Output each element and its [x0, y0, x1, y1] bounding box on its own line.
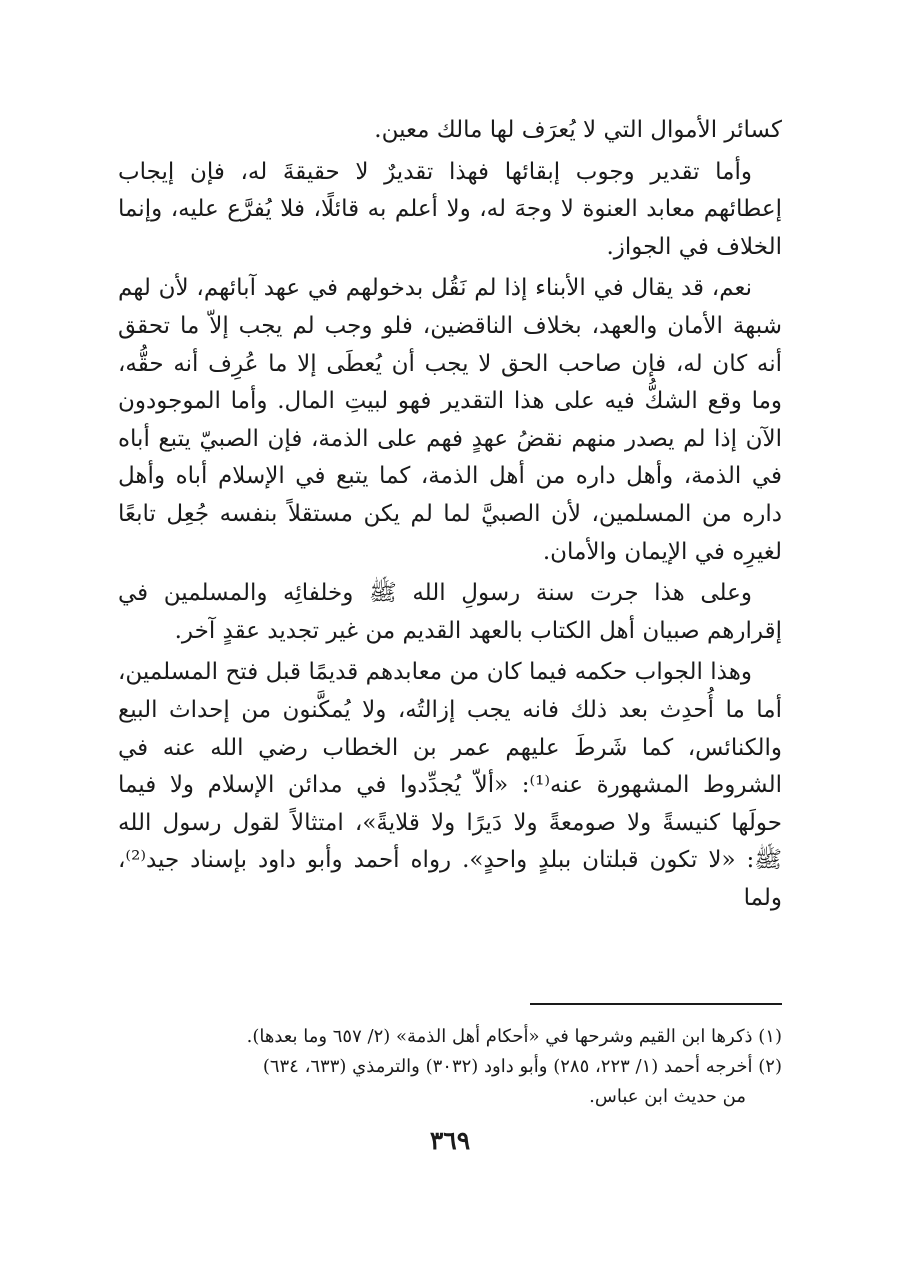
footnote-2-continuation: من حديث ابن عباس. — [589, 1086, 746, 1107]
footnote-separator — [530, 1003, 782, 1005]
footnote-2: (٢) أخرجه أحمد (١/ ٢٢٣، ٢٨٥) وأبو داود (٣٠٣٢) والترمذي (٦٣٣، ٦٣٤) — [262, 1056, 782, 1077]
page-number: ٣٦٩ — [429, 1126, 471, 1155]
footnote-1: (١) ذكرها ابن القيم وشرحها في «أحكام أهل الذمة» (٢/ ٦٥٧ وما بعدها). — [246, 1026, 782, 1047]
paragraph-1: كسائر الأموال التي لا يُعرَف لها مالك معين. — [374, 117, 782, 143]
paragraph-5: وهذا الجواب حكمه فيما كان من معابدهم قديمًا قبل فتح المسلمين، أما ما أُحدِث بعد ذلك فانه يجب إزالتُه، ولا يُمكَّنون من إحداث البيع والكنائس، كما شَرطَ عليهم عمر بن الخطاب رضي الله عنه في الشروط المشهورة عنه⁽¹⁾: «ألاّ يُجدِّدوا في مدائن الإسلام ولا فيما حولَها كنيسةً ولا صومعةً ولا دَيرًا ولا قلايةً»، امتثالاً لقول رسول الله ﷺ: «لا تكون قبلتان ببلدٍ واحدٍ». رواه أحمد وأبو داود بإسناد جيد⁽²⁾، ولما — [118, 659, 783, 911]
footnotes — [118, 1022, 782, 1112]
paragraph-3: نعم، قد يقال في الأبناء إذا لم نَقُل بدخولهم في عهد آبائهم، لأن لهم شبهة الأمان والعهد، بخلاف الناقضين، فلو وجب لم يجب إلاّ ما تحقق أنه كان له، فإن صاحب الحق لا يجب أن يُعطَى إلا ما عُرِف أنه حقُّه، وما وقع الشكُّ فيه على هذا التقدير فهو لبيتِ المال. وأما الموجودون الآن إذا لم يصدر منهم نقضُ عهدٍ فهم على الذمة، فإن الصبيّ يتبع أباه في الذمة، وأهل داره من أهل الذمة، كما يتبع في الإسلام أباه وأهل داره من المسلمين، لأن الصبيَّ لما لم يكن مستقلاً بنفسه جُعِل تابعًا لغيرِه في الإيمان والأمان. — [118, 275, 782, 565]
paragraph-4: وعلى هذا جرت سنة رسولِ الله ﷺ وخلفائِه والمسلمين في إقرارهم صبيان أهل الكتاب بالعهد القديم من غير تجديد عقدٍ آخر. — [118, 580, 782, 644]
main-text — [118, 112, 782, 917]
paragraph-2: وأما تقدير وجوب إبقائها فهذا تقديرٌ لا حقيقةَ له، فإن إيجاب إعطائهم معابد العنوة لا وجهَ له، ولا أعلم به قائلًا، فلا يُفرَّع عليه، وإنما الخلاف في الجواز. — [118, 158, 782, 260]
